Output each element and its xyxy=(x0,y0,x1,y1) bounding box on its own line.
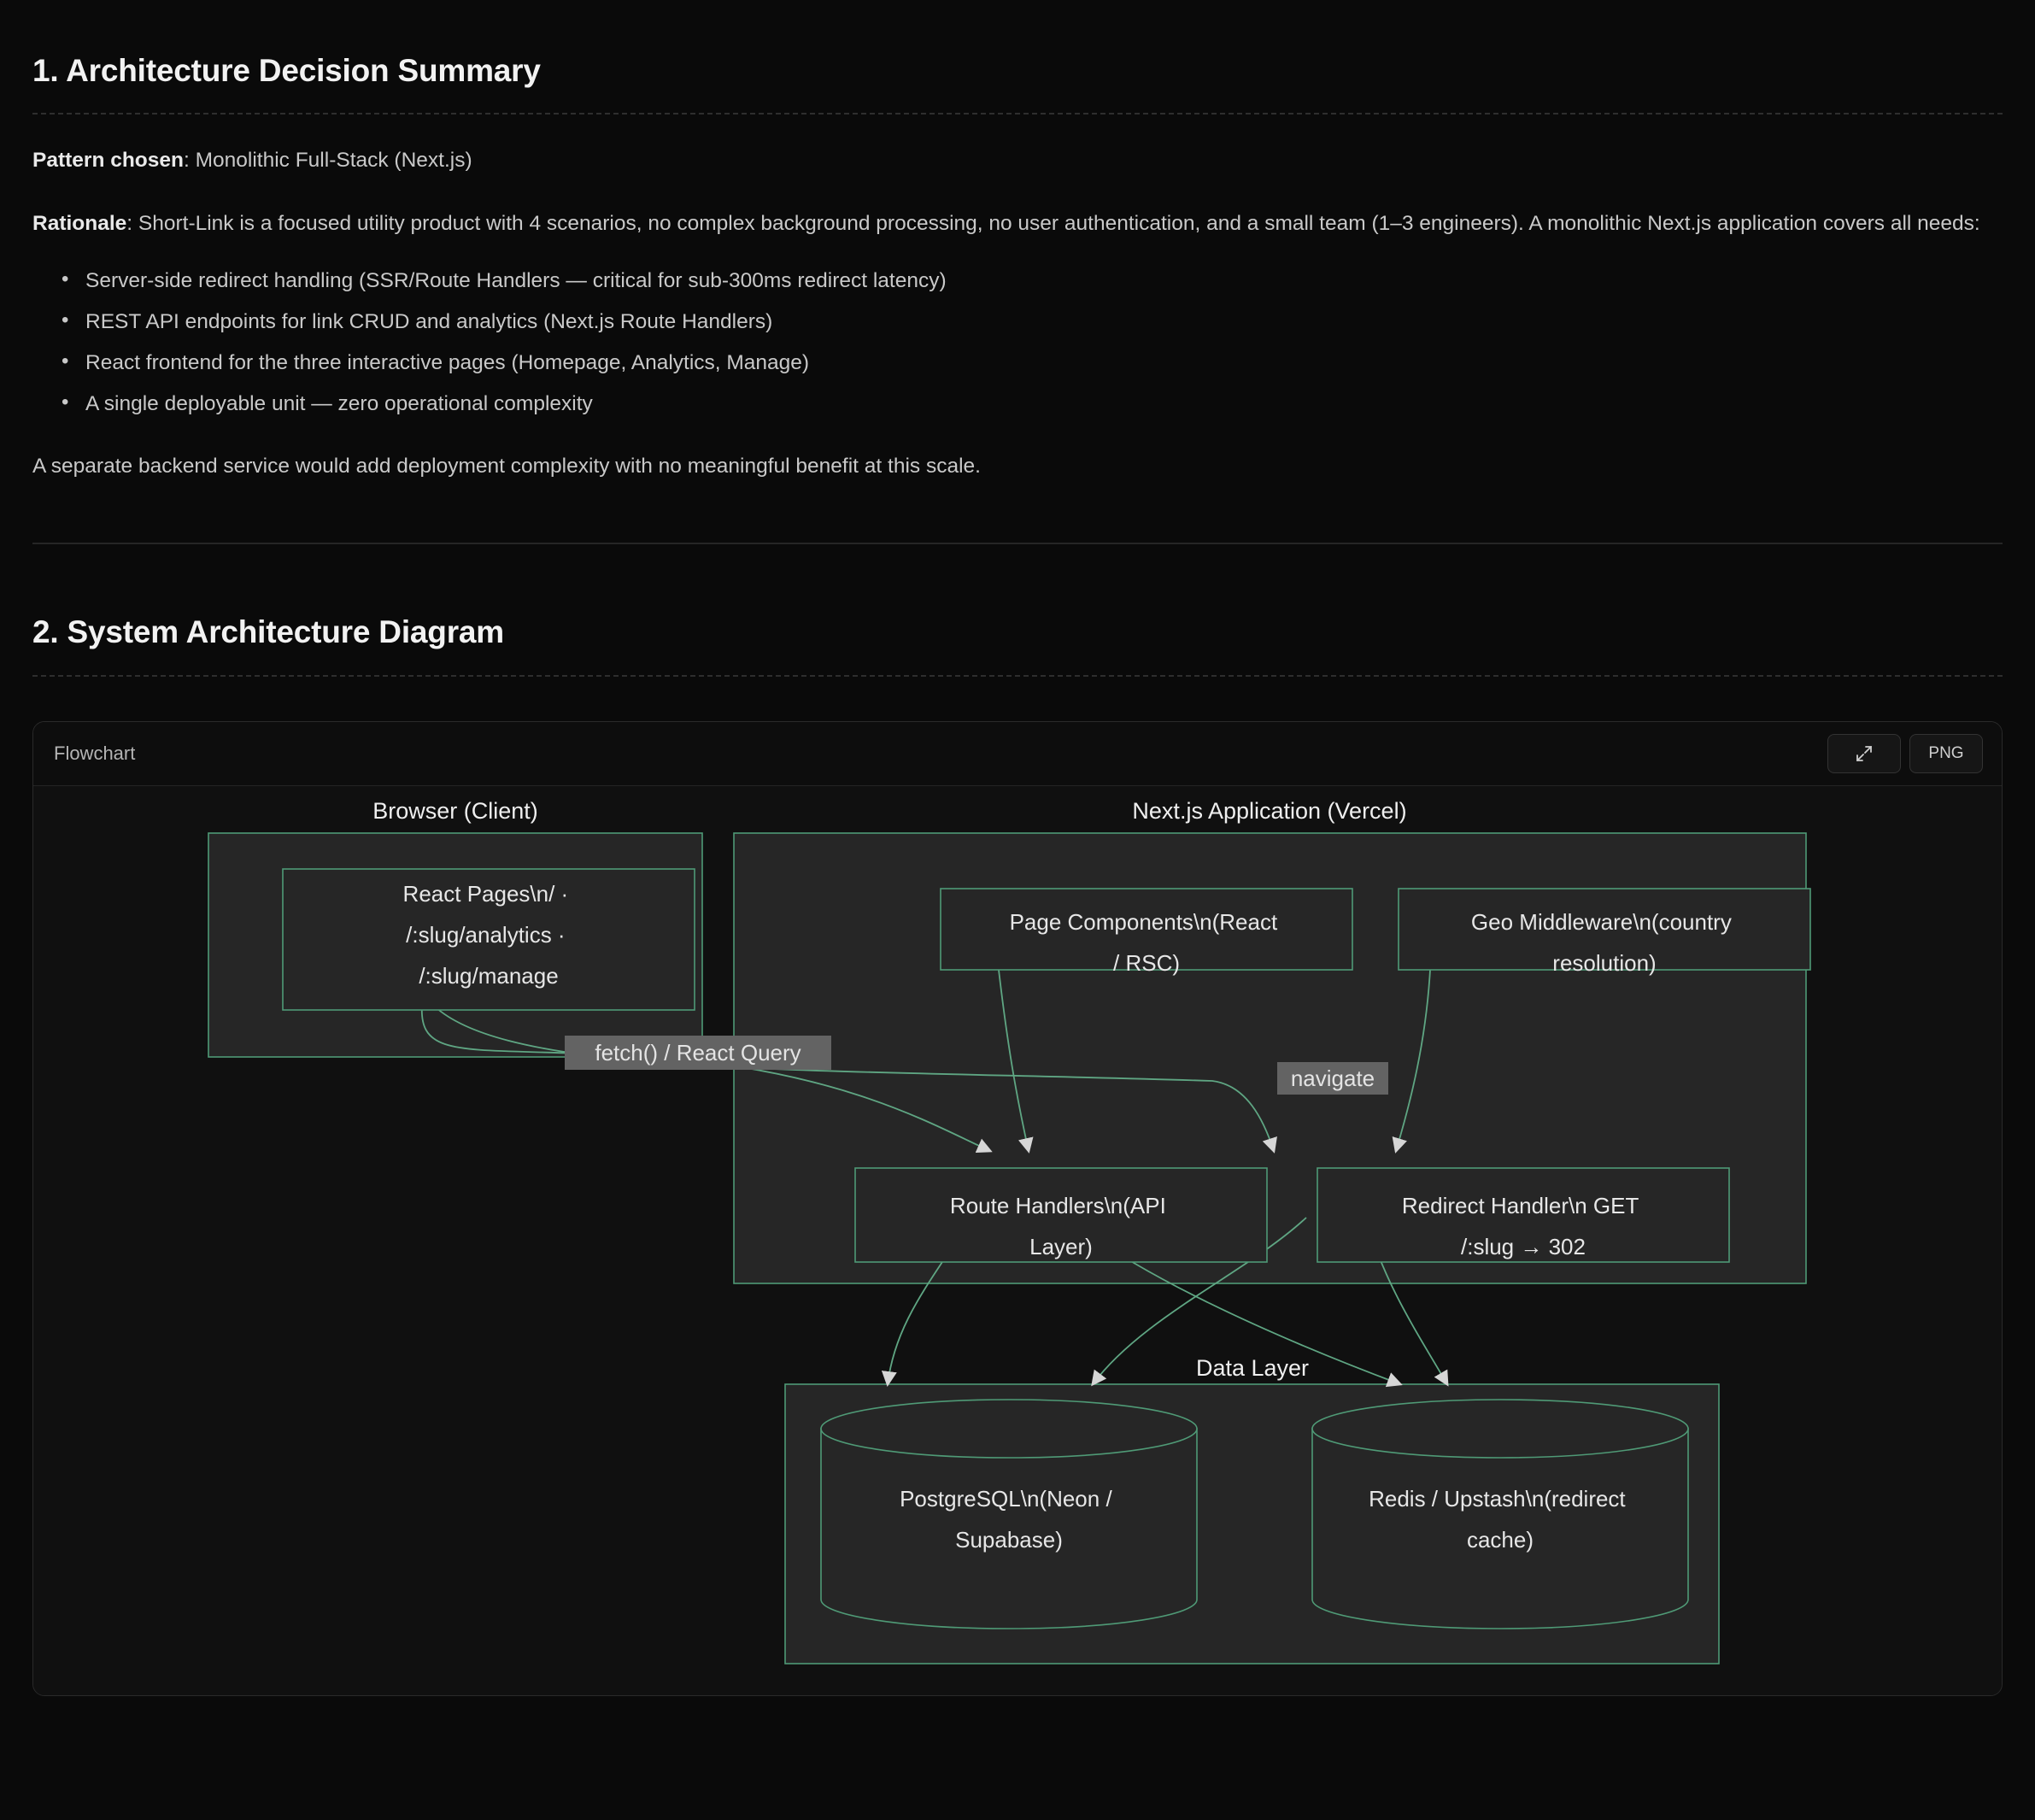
list-item: • React frontend for the three interactive pages (Homepage, Analytics, Manage) xyxy=(85,347,2003,379)
node-line: Supabase) xyxy=(955,1526,1063,1553)
node-line: PostgreSQL\n(Neon / xyxy=(900,1485,1112,1512)
cluster-label-nextjs: Next.js Application (Vercel) xyxy=(1132,797,1407,824)
node-line: resolution) xyxy=(1552,949,1657,976)
node-redis[interactable] xyxy=(1312,1400,1688,1629)
node-line: /:slug → 302 xyxy=(1461,1233,1586,1259)
section-divider xyxy=(32,543,2003,544)
node-line: Redirect Handler\n GET xyxy=(1401,1192,1639,1218)
diagram-canvas[interactable] xyxy=(33,786,2002,1695)
list-item: • A single deployable unit — zero operational complexity xyxy=(85,388,2003,420)
pattern-label: Pattern chosen xyxy=(32,149,184,173)
node-line: / RSC) xyxy=(1113,949,1180,976)
node-route-handlers[interactable] xyxy=(855,1168,1267,1262)
closing-paragraph: A separate backend service would add deployment complexity with no meaningful benefit at this scale. xyxy=(32,454,981,478)
edge-label-fetch xyxy=(565,1036,831,1070)
node-geo-middleware[interactable] xyxy=(1399,889,1810,976)
edge-label-fetch-text: fetch() / React Query xyxy=(595,1039,801,1066)
expand-icon[interactable] xyxy=(1827,734,1901,773)
rationale-paragraph xyxy=(32,207,1989,241)
node-line: cache) xyxy=(1466,1526,1534,1553)
node-line: /:slug/manage xyxy=(419,962,559,989)
cluster-label-data: Data Layer xyxy=(1195,1354,1310,1381)
node-line: Layer) xyxy=(1029,1233,1093,1259)
png-export-button[interactable]: PNG xyxy=(1909,734,1983,773)
list-item: • REST API endpoints for link CRUD and analytics (Next.js Route Handlers) xyxy=(85,306,2003,338)
svg-text:React Pages\n/ · / xyxy=(403,881,575,989)
page-title: 1. Architecture Decision Summary xyxy=(32,53,541,88)
edge-label-navigate-text: navigate xyxy=(1290,1065,1375,1091)
diagram-type-label: Flowchart xyxy=(54,742,136,764)
node-line: Geo Middleware\n(country xyxy=(1470,908,1732,935)
diagram-header-buttons xyxy=(1827,734,1983,773)
rationale-bullets xyxy=(32,265,2003,420)
divider xyxy=(32,113,2003,114)
edge-label-navigate xyxy=(1277,1062,1388,1095)
node-postgresql[interactable] xyxy=(821,1400,1197,1629)
node-react-pages[interactable] xyxy=(283,869,695,1010)
cluster-label-browser: Browser (Client) xyxy=(372,797,538,824)
pattern-paragraph xyxy=(32,144,1989,178)
diagram-card xyxy=(32,721,2003,1696)
node-line: React Pages\n/ · xyxy=(402,880,569,907)
node-line: /:slug/analytics · xyxy=(406,921,566,948)
rationale-label: Rationale xyxy=(32,211,127,235)
node-line: Route Handlers\n(API xyxy=(949,1192,1166,1218)
diagram-header xyxy=(33,722,2002,786)
divider xyxy=(32,675,2003,677)
node-redirect-handler[interactable] xyxy=(1317,1168,1729,1262)
section-title-diagram: 2. System Architecture Diagram xyxy=(32,614,504,650)
pattern-value: : Monolithic Full-Stack (Next.js) xyxy=(184,149,472,173)
rationale-value: : Short-Link is a focused utility product with 4 scenarios, no complex background processing, no user authentication, and a small team (1–3 engineers). A monolithic Next.js application covers all needs: xyxy=(126,211,1980,235)
list-item: • Server-side redirect handling (SSR/Route Handlers — critical for sub-300ms redirect latency) xyxy=(85,265,2003,296)
node-line: Redis / Upstash\n(redirect xyxy=(1369,1485,1626,1512)
node-line: Page Components\n(React xyxy=(1009,908,1278,935)
node-page-components[interactable] xyxy=(941,889,1352,976)
